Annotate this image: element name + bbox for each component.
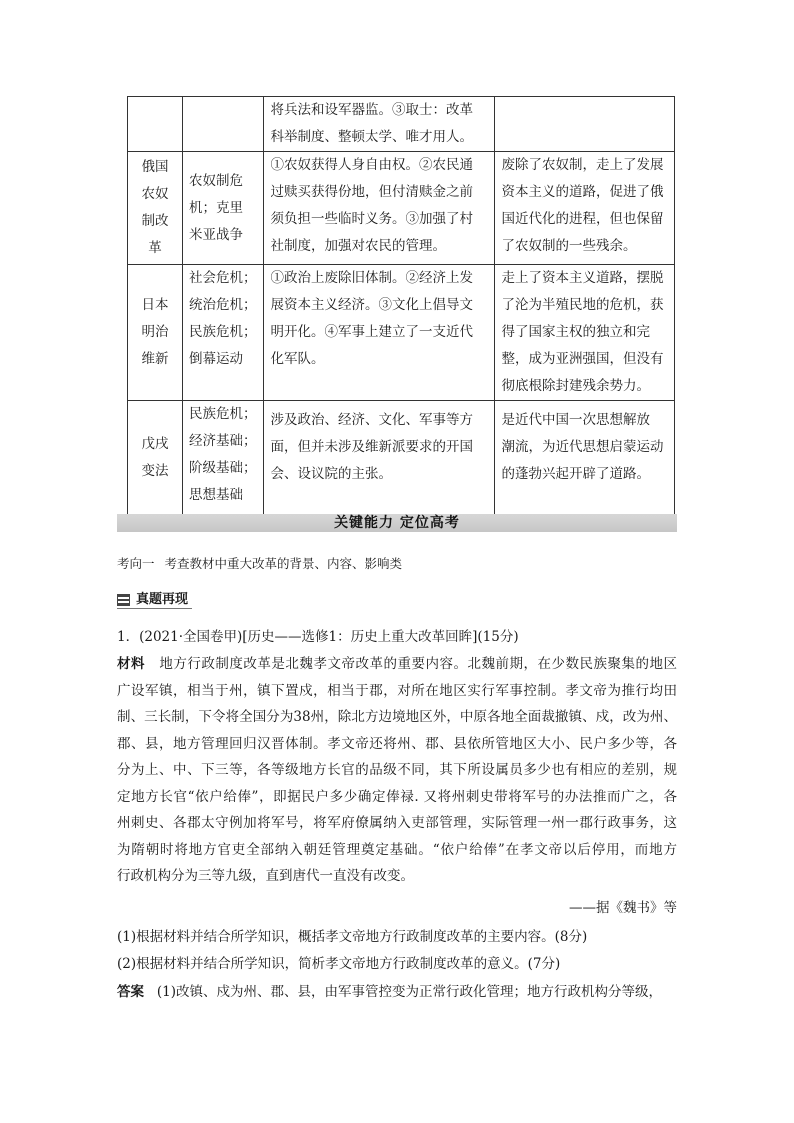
answer: [117, 979, 677, 1006]
reform-content-cell: 将兵法和设军器监。③取士：改革 科举制度、整顿太学、唯才用人。: [263, 97, 494, 152]
reform-comparison-table: [127, 96, 675, 516]
reform-background-cell: [183, 97, 264, 152]
reform-name-cell: 戊戌 变法: [128, 401, 183, 516]
reform-content-cell: ①政治上废除旧体制。②经济上发 展资本主义经济。③文化上倡导文 明开化。④军事上建立了一支近代 化军队。: [263, 265, 494, 401]
real-exam-tag: [117, 591, 192, 609]
reform-impact-cell: 走上了资本主义道路，摆脱 了沦为半殖民地的危机，获 得了国家主权的独立和完 整，成为亚洲强国，但没有 彻底根除封建残余势力。: [494, 265, 674, 401]
list-icon: [117, 594, 130, 606]
reform-name-cell: 日本 明治 维新: [128, 265, 183, 401]
reform-background-cell: 农奴制危 机；克里 米亚战争: [183, 152, 264, 265]
table-row: [128, 265, 675, 401]
reform-content-cell: 涉及政治、经济、文化、军事等方 面，但并未涉及维新派要求的开国 会、设议院的主张。: [263, 401, 494, 516]
table-row: [128, 401, 675, 516]
reform-background-cell: 民族危机； 经济基础； 阶级基础； 思想基础: [183, 401, 264, 516]
direction-text: 考查教材中重大改革的背景、内容、影响类: [164, 556, 403, 571]
reform-name-cell: [128, 97, 183, 152]
sub-question: (1)根据材料并结合所学知识，概括孝文帝地方行政制度改革的主要内容。(8分): [117, 929, 588, 945]
reform-impact-cell: 废除了农奴制，走上了发展 资本主义的道路，促进了俄 国近代化的进程，但也保留 了农奴制的一些残余。: [494, 152, 674, 265]
answer-label: 答案: [117, 984, 144, 1000]
tag-label: 真题再现: [136, 592, 189, 607]
table-row: [128, 152, 675, 265]
reform-impact-cell: 是近代中国一次思想解放 潮流，为近代思想启蒙运动 的蓬勃兴起开辟了道路。: [494, 401, 674, 516]
exam-direction: [117, 554, 402, 572]
reform-background-cell: 社会危机； 统治危机； 民族危机； 倒幕运动: [183, 265, 264, 401]
sub-question: (2)根据材料并结合所学知识，简析孝文帝地方行政制度改革的意义。(7分): [117, 955, 561, 972]
table-row: [128, 97, 675, 152]
answer-text: (1)改镇、戍为州、郡、县，由军事管控变为正常行政化管理；地方行政机构分等级，: [156, 984, 662, 1000]
reform-content-cell: ①农奴获得人身自由权。②农民通 过赎买获得份地，但付清赎金之前 须负担一些临时义务。③加强了村 社制度，加强对农民的管理。: [263, 152, 494, 265]
reform-impact-cell: [494, 97, 674, 152]
material-label: 材料: [117, 656, 146, 672]
sub-questions: [117, 924, 677, 977]
material-passage: 材料 地方行政制度改革是北魏孝文帝改革的重要内容。北魏前期，在少数民族聚集的地区 广设军镇，相当于州，镇下置戍，相当于郡，对所在地区实行军事控制。孝文帝为推行均田 制、三长制，下令将全国分为38州，除北方边境地区外，中原各地全面裁撤镇、戍，改为州、 郡、县，地方管理回归汉晋体制。孝文帝还将州、郡、县依所管地区大小、民户多少等，各 分为上、中、下三等，各等级地方长官的品级不同，其下所设属员多少也有相应的差别，规 定地方长官“依户给俸”，即据民户多少确定俸禄. 又将州刺史带将军号的办法推而广之，各 州刺史、各郡太守例加将军号，将军府僚属纳入吏部管理，实际管理一州一郡行政事务，这 为隋朝时将地方官吏全部纳入朝廷管理奠定基础。“依户给俸”在孝文帝以后停用，而地方 行政机构分为三等九级，直到唐代一直没有改变。: [117, 656, 678, 884]
material-source: ——据《魏书》等: [569, 900, 677, 916]
direction-label: 考向一: [117, 556, 155, 571]
reform-name-cell: 俄国 农奴 制改 革: [128, 152, 183, 265]
question-title: 1．(2021·全国卷甲)[历史——选修1：历史上重大改革回眸](15分): [117, 629, 519, 645]
section-title: 关键能力 定位高考: [117, 514, 677, 532]
